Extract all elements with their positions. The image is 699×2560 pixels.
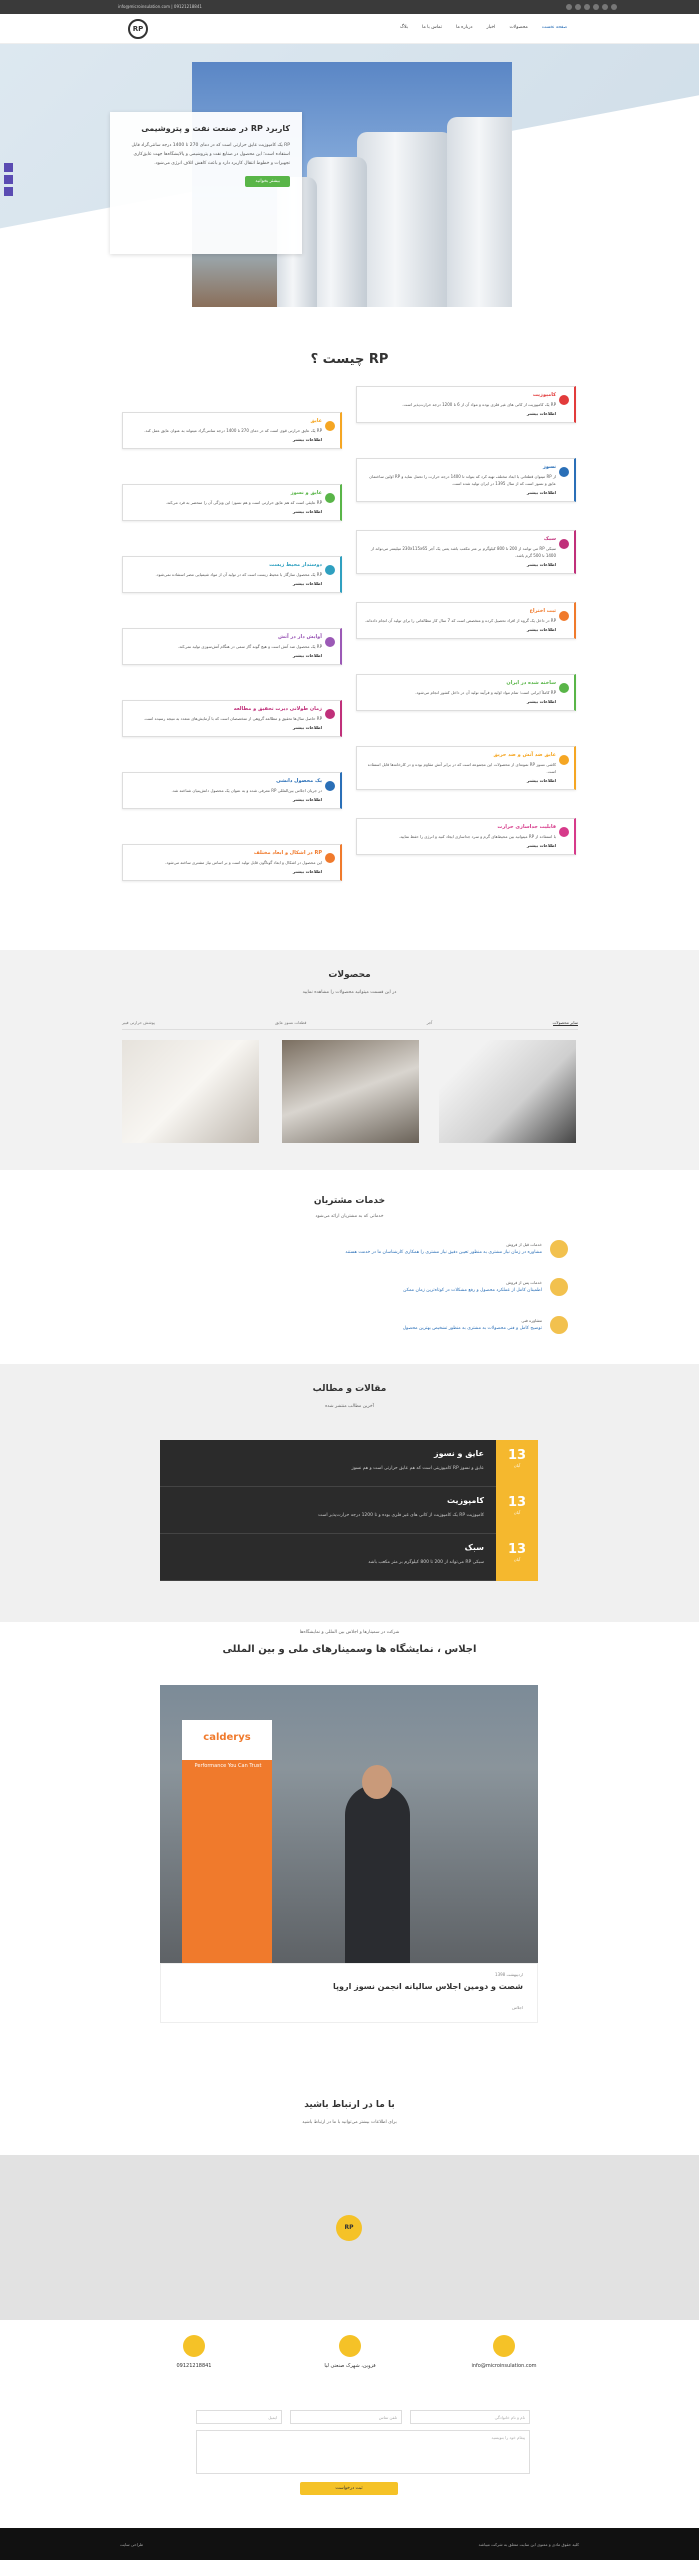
- feature-icon: [325, 493, 335, 503]
- email-field-wrap: [196, 2410, 282, 2424]
- article-row[interactable]: [160, 1440, 538, 1487]
- article-date: [496, 1440, 538, 1487]
- feature-more-link[interactable]: اطلاعات بیشتر: [526, 490, 556, 495]
- footer-credit[interactable]: طراحی سایت: [120, 2542, 144, 2547]
- event-tag[interactable]: اجلاس: [512, 2005, 523, 2010]
- event-photo[interactable]: [160, 1685, 538, 1963]
- article-excerpt: سبکی RP می‌تواند از 200 تا 800 کیلوگرم بر متر مکعب باشد: [368, 1560, 484, 1565]
- feature-card[interactable]: [356, 602, 576, 639]
- hero-text: RP یک کامپوزیت عایق حرارتی است که در دمای 270 تا 1400 درجه سانتی‌گراد قابل استفاده است؛ این محصول در صنایع نفت و پتروشیمی و پالایشگاه‌ها جهت عایق‌کاری تجهیزات و خطوط انتقال کاربرد دارد و باعث کاهش اتلاف انرژی می‌شود.: [131, 143, 290, 166]
- feature-icon: [559, 683, 569, 693]
- service-text[interactable]: اطمینان کامل از عملکرد محصول و رفع مشکلات در کوتاه‌ترین زمان ممکن: [403, 1288, 542, 1293]
- feature-card[interactable]: [122, 628, 342, 665]
- contact-phone: [134, 2335, 254, 2369]
- feature-icon: [325, 781, 335, 791]
- service-label: خدمات پس از فروش: [506, 1280, 542, 1285]
- topbar-contact: info@microinsulation.com | 09121218841: [118, 4, 202, 9]
- feature-text: RP یک عایق حرارتی قوی است که در دمای 270 تا 1400 درجه سانتی‌گراد میتواند به عنوان عایق عمل کند.: [144, 428, 322, 433]
- feature-icon: [559, 539, 569, 549]
- service-text[interactable]: توضیح کامل و فنی محصولات به مشتری به منظور تشخیص بهترین محصول: [402, 1326, 542, 1331]
- feature-card[interactable]: [356, 530, 576, 574]
- feature-text: کاشی نسوز RP نمونه‌ای از محصولات این مجموعه است که در برابر آتش مقاوم بوده و در کارخانه‌ها قابل استفاده است.: [367, 762, 556, 774]
- article-day: 13: [507, 1495, 527, 1510]
- contact-phone-text[interactable]: 09121218841: [176, 2363, 212, 2369]
- feature-icon: [559, 467, 569, 477]
- tab-brick[interactable]: آجر: [426, 1020, 433, 1025]
- feature-text: RP حاصل سال‌ها تحقیق و مطالعه گروهی از متخصصان است که با آزمایش‌های متعدد به نتیجه رسیده است.: [143, 716, 322, 721]
- contact-email-text[interactable]: info@microinsulation.com: [471, 2363, 537, 2369]
- feature-icon: [325, 637, 335, 647]
- feature-icon: [325, 565, 335, 575]
- feature-card[interactable]: [122, 700, 342, 737]
- feature-card[interactable]: [356, 458, 576, 502]
- site-logo[interactable]: RP: [128, 19, 148, 39]
- contact-address: [290, 2335, 410, 2369]
- feature-card[interactable]: [122, 412, 342, 449]
- feature-title: آوایش دار در آتش: [278, 634, 322, 640]
- nav-about[interactable]: درباره ما: [455, 25, 473, 30]
- location-icon: [339, 2335, 361, 2357]
- articles-subtitle: آخرین مطالب منتشر شده: [325, 1404, 374, 1409]
- feature-title: نسوز: [543, 464, 556, 470]
- hero-read-more-button[interactable]: بیشتر بخوانید: [245, 176, 290, 187]
- telegram-icon[interactable]: [611, 4, 617, 10]
- twitter-icon[interactable]: [575, 4, 581, 10]
- nav-blog[interactable]: بلاگ: [400, 25, 408, 30]
- feature-title: زمان طولانی دیرت تحقیق و مطالعه: [233, 706, 322, 712]
- nav-contact[interactable]: تماس با ما: [421, 25, 442, 30]
- feature-more-link[interactable]: اطلاعات بیشتر: [292, 725, 322, 730]
- feature-title: یک محصول دانشی: [276, 778, 322, 784]
- message-field[interactable]: پیغام خود را بنویسید: [196, 2430, 530, 2474]
- tab-other-products[interactable]: سایر محصولات: [552, 1020, 578, 1025]
- feature-title: کامپوزیت: [532, 392, 556, 398]
- product-image[interactable]: [282, 1040, 419, 1143]
- submit-button[interactable]: ثبت درخواست: [300, 2482, 398, 2495]
- article-month: آبان: [513, 1510, 521, 1515]
- events-kicker: شرکت در سمینارها و اجلاس بین المللی و نمایشگاه‌ها: [299, 1630, 400, 1635]
- feature-more-link[interactable]: اطلاعات بیشتر: [292, 797, 322, 802]
- feature-text: RP کاملاً ایرانی است؛ تمام مواد اولیه و فرآیند تولید آن در داخل کشور انجام می‌شود.: [415, 690, 556, 695]
- article-date: [496, 1534, 538, 1581]
- product-tabs: [122, 1020, 578, 1030]
- person-head: [362, 1765, 392, 1799]
- banner-tagline: Performance You Can Trust: [194, 1763, 262, 1769]
- feature-title: عایق: [310, 418, 322, 424]
- feature-more-link[interactable]: اطلاعات بیشتر: [292, 509, 322, 514]
- slide-dot[interactable]: [4, 175, 13, 184]
- feature-more-link[interactable]: اطلاعات بیشتر: [292, 581, 322, 586]
- topbar-phone[interactable]: 09121218841: [173, 4, 202, 9]
- hero-title: کاربرد RP در صنعت نفت و پتروشیمی: [141, 124, 290, 133]
- article-title[interactable]: عایق و نسوز: [434, 1449, 484, 1458]
- contact-subtitle: برای اطلاعات بیشتر می‌توانید با ما در ارتباط باشید: [302, 2120, 397, 2125]
- feature-icon: [559, 611, 569, 621]
- feature-card[interactable]: [356, 674, 576, 711]
- feature-more-link[interactable]: اطلاعات بیشتر: [526, 778, 556, 783]
- feature-title: RP در اشکال و ابعاد مختلف: [253, 850, 322, 856]
- products-title: محصولات: [328, 970, 371, 980]
- feature-text: RP یک کامپوزیت از کانی های غیر فلزی بوده و مواد آن از 6 تا 1200 درجه حرارت‌پذیر است.: [402, 402, 556, 407]
- facebook-icon[interactable]: [566, 4, 572, 10]
- services-subtitle: خدماتی که به مشتریان ارائه می‌شود: [315, 1214, 384, 1219]
- slide-dot[interactable]: [4, 163, 13, 172]
- phone-icon: [183, 2335, 205, 2357]
- main-nav: [400, 25, 567, 30]
- feature-more-link[interactable]: اطلاعات بیشتر: [526, 627, 556, 632]
- event-date: اردیبهشت 1398: [495, 1972, 523, 1977]
- feature-more-link[interactable]: اطلاعات بیشتر: [526, 843, 556, 848]
- contact-title: با ما در ارتباط باشید: [304, 2100, 395, 2110]
- service-label: خدمات قبل از فروش: [506, 1242, 542, 1247]
- feature-card[interactable]: [356, 818, 576, 855]
- email-icon: [493, 2335, 515, 2357]
- map-marker[interactable]: RP: [336, 2215, 362, 2241]
- feature-text: در جریان اجلاس بین‌المللی RP معرفی شده و به عنوان یک محصول دانش‌بنیان شناخته شد.: [171, 788, 322, 793]
- article-title[interactable]: سبک: [464, 1543, 484, 1552]
- event-card[interactable]: [160, 1963, 538, 2023]
- article-excerpt: عایق و نسوز RP کامپوزیتی است که هم عایق حرارتی است و هم نسوز: [351, 1466, 484, 1471]
- article-excerpt: کامپوزیت RP یک کامپوزیت از کانی های غیر فلزی بوده و تا 1200 درجه حرارت‌پذیر است: [318, 1513, 484, 1518]
- event-headline[interactable]: شصت و دومین اجلاس سالیانه انجمن نسوز اروپا: [333, 1982, 523, 1991]
- service-icon: [550, 1316, 568, 1334]
- products-subtitle: در این قسمت میتوانید محصولات را مشاهده نمایید: [302, 990, 397, 995]
- feature-text: RP در داخل یک گروه از افراد تحصیل کرده و متخصص است که 7 سال کار مطالعاتی را برای تولید آن انجام داده‌اند.: [364, 618, 556, 623]
- feature-title: سبک: [543, 536, 556, 542]
- what-title: RP چیست ؟: [310, 352, 389, 367]
- articles-title: مقالات و مطالب: [312, 1384, 387, 1394]
- feature-text: RP عایقی است که هم عایق حرارتی است و هم نسوز؛ این ویژگی آن را منحصر به فرد می‌کند.: [165, 500, 322, 505]
- feature-text: با استفاده از RP میتوانید بین محیط‌های گرم و سرد جداسازی ایجاد کنید و انرژی را حفظ نمایید.: [398, 834, 556, 839]
- feature-text: از RP میتوان قطعاتی با ابعاد مختلف تهیه کرد که بتواند تا 1400 درجه حرارت را تحمل نماید و RP اولین ساختمان عایق و نسوز است که از سال 1395 در ایران تولید شده است.: [369, 474, 556, 486]
- article-day: 13: [507, 1542, 527, 1557]
- service-label: مشاوره فنی: [521, 1318, 542, 1323]
- feature-card[interactable]: [356, 746, 576, 790]
- feature-text: این محصول در اشکال و ابعاد گوناگون قابل تولید است و بر اساس نیاز مشتری ساخته می‌شود.: [165, 860, 322, 865]
- site-header: [0, 14, 699, 44]
- feature-card[interactable]: [356, 386, 576, 423]
- nav-products[interactable]: محصولات: [509, 25, 528, 30]
- slide-dot[interactable]: [4, 187, 13, 196]
- email-field[interactable]: ایمیل: [196, 2410, 282, 2424]
- hero-card: [110, 112, 302, 254]
- tab-fiber-coating[interactable]: پوشش حرارتی فیبر: [122, 1020, 155, 1025]
- banner-brand: calderys: [203, 1732, 251, 1743]
- feature-text: RP یک محصول سازگار با محیط زیست است که در تولید آن از مواد شیمیایی مضر استفاده نمی‌شود.: [155, 572, 322, 577]
- feature-more-link[interactable]: اطلاعات بیشتر: [526, 699, 556, 704]
- feature-text: RP یک محصول ضد آتش است و هیچ گونه گاز سمی در هنگام آتش‌سوزی تولید نمی‌کند.: [177, 644, 322, 649]
- feature-title: ثبت اختراع: [529, 608, 556, 614]
- contact-email: [444, 2335, 564, 2369]
- feature-title: قابلیت جداسازی حرارت: [497, 824, 556, 830]
- youtube-icon[interactable]: [593, 4, 599, 10]
- feature-more-link[interactable]: اطلاعات بیشتر: [292, 653, 322, 658]
- feature-icon: [559, 755, 569, 765]
- map[interactable]: [0, 2155, 699, 2320]
- instagram-icon[interactable]: [602, 4, 608, 10]
- service-text[interactable]: مشاوره در زمان نیاز مشتری به منظور تعیین دقیق نیاز مشتری را همکاری کارشناسان ما در خدمت هستند: [345, 1250, 542, 1255]
- topbar-email[interactable]: info@microinsulation.com: [118, 4, 171, 9]
- tab-refractory-parts[interactable]: قطعات نسوز عایق: [275, 1020, 307, 1025]
- feature-card[interactable]: [122, 772, 342, 809]
- product-image[interactable]: [439, 1040, 576, 1143]
- name-field[interactable]: نام و نام خانوادگی: [410, 2410, 530, 2424]
- linkedin-icon[interactable]: [584, 4, 590, 10]
- feature-more-link[interactable]: اطلاعات بیشتر: [292, 869, 322, 874]
- events-title: اجلاس ، نمایشگاه ها وسمینارهای ملی و بین المللی: [222, 1644, 477, 1655]
- message-field-wrap: [196, 2430, 530, 2474]
- feature-title: عایق ضد آتش و ضد حریق: [493, 752, 556, 758]
- feature-card[interactable]: [122, 556, 342, 593]
- feature-card[interactable]: [122, 844, 342, 881]
- feature-title: ساخته شده در ایران: [506, 680, 556, 686]
- service-icon: [550, 1240, 568, 1258]
- services-title: خدمات مشتریان: [313, 1196, 386, 1206]
- service-icon: [550, 1278, 568, 1296]
- feature-icon: [559, 395, 569, 405]
- feature-icon: [325, 853, 335, 863]
- article-row[interactable]: [160, 1534, 538, 1581]
- feature-more-link[interactable]: اطلاعات بیشتر: [292, 437, 322, 442]
- feature-icon: [325, 421, 335, 431]
- article-month: آبان: [513, 1463, 521, 1468]
- footer: [0, 2528, 699, 2560]
- feature-text: سبکی RP می توانند از 200 تا 800 کیلوگرم بر متر مکعب باشد یعنی یک آجر 230x115x65 میلیمتر می‌تواند از 1400 تا 500 گرم باشد.: [370, 546, 556, 558]
- name-field-wrap: [410, 2410, 530, 2424]
- feature-icon: [325, 709, 335, 719]
- person: [345, 1785, 410, 1963]
- article-row[interactable]: [160, 1487, 538, 1534]
- top-bar: [0, 0, 699, 14]
- social-links[interactable]: [566, 4, 617, 10]
- article-title[interactable]: کامپوزیت: [447, 1496, 484, 1505]
- slider-controls[interactable]: [4, 163, 13, 196]
- article-date: [496, 1487, 538, 1534]
- feature-more-link[interactable]: اطلاعات بیشتر: [526, 562, 556, 567]
- feature-title: دوستدار محیط زیست: [269, 562, 322, 568]
- banner-logo: [182, 1720, 272, 1760]
- phone-field[interactable]: تلفن تماس: [290, 2410, 402, 2424]
- article-day: 13: [507, 1448, 527, 1463]
- feature-icon: [559, 827, 569, 837]
- article-month: آبان: [513, 1557, 521, 1562]
- feature-title: عایق و نسوز: [290, 490, 322, 496]
- nav-news[interactable]: اخبار: [486, 25, 496, 30]
- phone-field-wrap: [290, 2410, 402, 2424]
- footer-copyright: کلیه حقوق مادی و معنوی این سایت متعلق به شرکت میباشد: [478, 2542, 579, 2547]
- product-image[interactable]: [122, 1040, 259, 1143]
- feature-more-link[interactable]: اطلاعات بیشتر: [526, 411, 556, 416]
- nav-home[interactable]: صفحه نخست: [541, 25, 568, 30]
- contact-address-text: قزوین، شهرک صنعتی لیا: [324, 2363, 376, 2369]
- feature-card[interactable]: [122, 484, 342, 521]
